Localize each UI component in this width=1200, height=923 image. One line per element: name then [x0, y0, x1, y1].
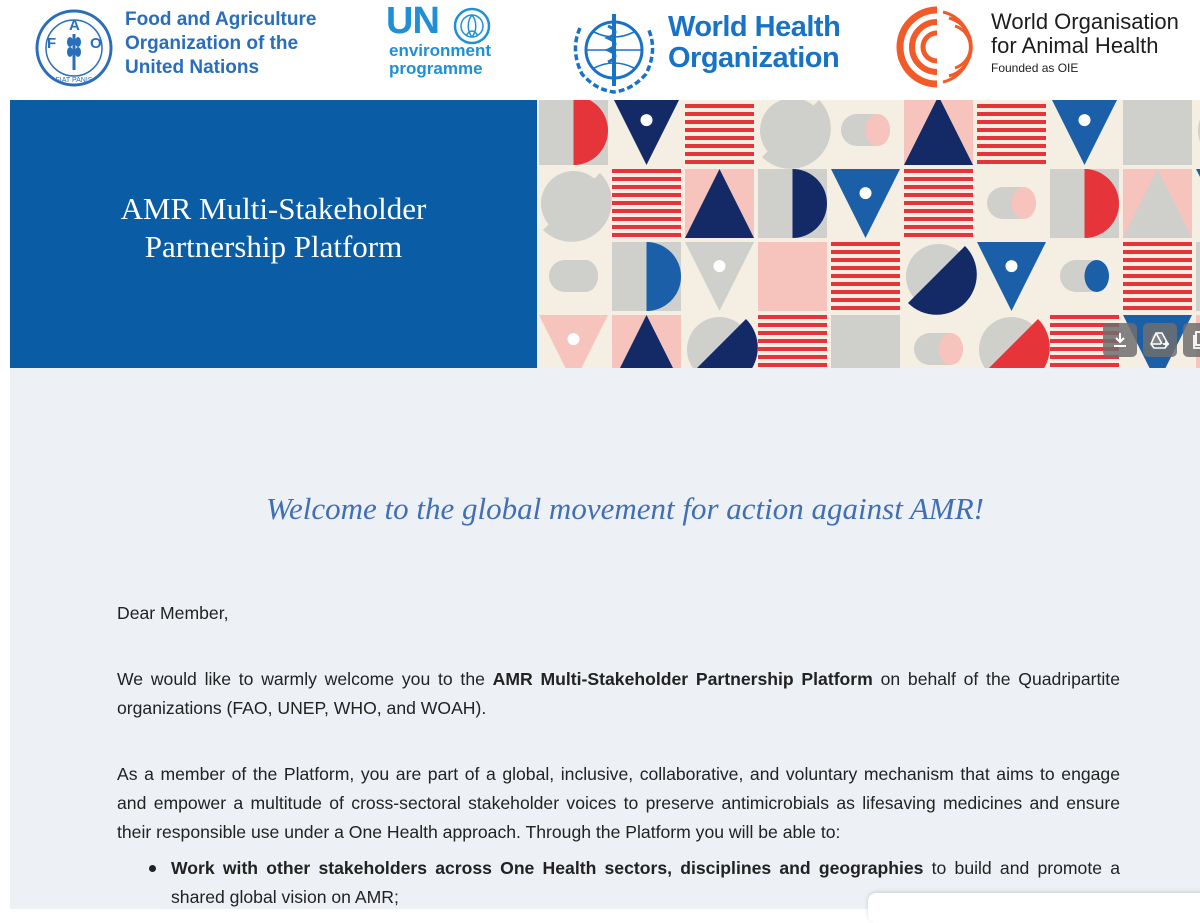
bullet-bold-text: Work with other stakeholders across One Health sectors, disciplines and geographies — [171, 858, 924, 878]
fao-emblem-letter-o: O — [90, 35, 102, 52]
fao-emblem-icon — [34, 8, 114, 88]
unep-mark: UN — [386, 0, 439, 42]
banner-title-panel — [10, 100, 537, 368]
fao-emblem-letter-f: F — [47, 35, 57, 52]
who-logo-text — [668, 12, 840, 74]
geometric-pattern-illustration — [537, 100, 1200, 368]
fao-line-1: Food and Agriculture — [125, 9, 317, 30]
banner-pattern-image — [537, 100, 1200, 368]
partner-logo-bar — [0, 0, 1200, 100]
intro-text-end: on behalf of the Quadripartite organizations (FAO, UNEP, WHO, and WOAH). — [117, 669, 1120, 718]
bullet-text: to build and promote a shared global vision on AMR; — [171, 858, 1121, 907]
welcome-heading: Welcome to the global movement for action against AMR! — [265, 491, 985, 526]
image-download-button[interactable] — [1103, 323, 1137, 357]
bullet-point-icon — [149, 865, 156, 872]
woah-subtitle: Founded as OIE — [991, 61, 1079, 75]
add-to-drive-icon — [1149, 330, 1171, 350]
download-icon — [1110, 330, 1130, 350]
woah-line-1: World Organisation — [991, 9, 1179, 34]
woah-logo-text — [991, 10, 1179, 58]
copy-icon — [1191, 330, 1200, 350]
fao-line-3: United Nations — [125, 57, 260, 78]
unep-globe-icon — [452, 6, 492, 46]
fao-line-2: Organization of the — [125, 33, 299, 54]
woah-line-2: for Animal Health — [991, 33, 1159, 58]
platform-name-bold: AMR Multi-Stakeholder Partnership Platform — [492, 669, 873, 689]
floating-panel-edge — [868, 893, 1200, 923]
image-save-to-drive-button[interactable] — [1143, 323, 1177, 357]
banner-title-line-2: Partnership Platform — [144, 229, 403, 264]
who-line-2: Organization — [668, 42, 840, 74]
woah-emblem-icon — [896, 6, 978, 88]
fao-emblem-motto: FIAT PANIS — [55, 77, 93, 84]
banner-title — [10, 190, 537, 266]
unep-line-2: programme — [389, 59, 483, 78]
image-copy-button[interactable] — [1183, 323, 1200, 357]
who-emblem-icon — [566, 8, 662, 94]
unep-line-1: environment — [389, 41, 492, 60]
intro-paragraph — [117, 665, 1120, 723]
greeting: Dear Member, — [117, 603, 229, 623]
intro-text-start: We would like to warmly welcome you to the — [117, 669, 493, 689]
email-body — [10, 368, 1200, 909]
fao-emblem-letter-a: A — [69, 17, 80, 34]
fao-logo-text — [125, 8, 355, 80]
platform-description-paragraph: As a member of the Platform, you are part of a global, inclusive, collaborative, and voluntary mechanism that aims to engage and empower a multitude of cross-sectoral stakeholder voices to preserve antimicrobials as lifesaving medicines and ensure their responsible use under a One Health approach. Through the Platform you will be able to: — [117, 764, 1120, 842]
banner-title-line-1: AMR Multi-Stakeholder — [120, 191, 427, 226]
who-line-1: World Health — [668, 11, 841, 43]
unep-logo-text — [389, 42, 491, 78]
